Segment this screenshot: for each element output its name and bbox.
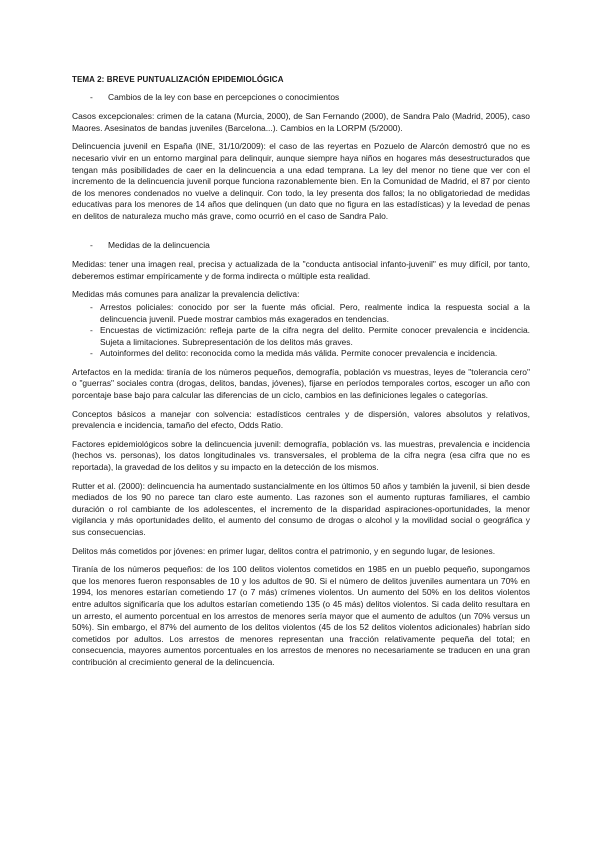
list-item-text: Arrestos policiales: conocido por ser la fuente más oficial. Pero, realmente indica la respuesta social a la delincuencia juvenil. Puede mostrar cambios más exagerados en tendencias. <box>100 301 530 324</box>
paragraph-basic-concepts: Conceptos básicos a manejar con solvencia: estadísticos centrales y de dispersión, valores absolutos y relativos, prevalencia e incidencia, tamaño del efecto, Odds Ratio. <box>72 408 530 431</box>
dash-bullet: - <box>90 239 93 250</box>
paragraph-exceptional-cases: Casos excepcionales: crimen de la catana (Murcia, 2000), de San Fernando (2000), de Sandra Palo (Madrid, 2005), caso Maores. Asesinatos de bandas juveniles (Barcelona...). Cambios en la LORPM (5/2000). <box>72 111 530 133</box>
list-item-text: Autoinformes del delito: reconocida como la medida más válida. Permite conocer prevalencia e incidencia. <box>100 348 498 359</box>
list-item <box>72 348 530 360</box>
dash-bullet: - <box>90 91 93 102</box>
measures-list <box>72 302 530 360</box>
dash-bullet: - <box>90 325 93 336</box>
list-item-text: Encuestas de victimización: refleja parte de la cifra negra del delito. Permite conocer prevalencia e incidencia. Sujeta a limitaciones. Subrepresentación de los delitos más graves. <box>100 325 530 347</box>
paragraph-juvenile-delinquency-spain: Delincuencia juvenil en España (INE, 31/10/2009): el caso de las reyertas en Pozuelo de Alarcón demostró que no es necesario vivir en un entorno marginal para delinquir, aunque siempre haya niños en hogares más desestructurados que tengan más posibilidades de caer en la delincuencia a una edad temprana. La ley del menor no tiene que ver con el incremento de la delincuencia juvenil porque funciona razonablemente bien. En la Comunidad de Madrid, el 87 por ciento de los menores condenados no vuelve a delinquir. Con todo, la ley presenta dos fallos; la no obligatoriedad de medidas educativas para los menores de 14 años que delinquen (un dato que no figura en las estadísticas) y la levedad de penas en delitos de naturaleza mucho más grave, como ocurrió en el caso de Sandra Palo. <box>72 141 530 221</box>
list-item <box>72 325 530 348</box>
paragraph-small-numbers-tyranny: Tiranía de los números pequeños: de los 100 delitos violentos cometidos en 1985 en un pueblo pequeño, supongamos que los menores fueron responsables de 10 y los adultos de 90. Si el número de delitos juveniles aumentara un 70% en 1994, los menores estarían cometiendo 17 (o 7 más) crímenes violentos. Un aumento del 50% en los delitos violentos entre adultos significaría que los adultos estarían cometiendo 135 (o 45 más) delitos violentos. Si cada delito resultara en un arresto, el aumento porcentual en los arrestos de menores sería mayor que el aumento de adultos (un 70% versus un 50%). Sin embargo, el 87% del aumento de los delitos violentos (45 de los 52 delitos violentos adicionales) habrían sido cometidos por adultos. Los arrestos de menores representan una fracción relativamente pequeña del total; en consecuencia, mayores aumentos porcentuales en los arrestos de menores no necesariamente se traducen en una gran contribución al crecimiento general de la delincuencia. <box>72 564 530 667</box>
paragraph-measurement-artifacts: Artefactos en la medida: tiranía de los números pequeños, demografía, población vs muestras, leyes de "tolerancia cero" o "guerras" sociales contra (drogas, delitos, bandas, jóvenes), fijarse en períodos temporales cortos, escoger un año con porcentaje base bajo para calcular las diferencias de un ciclo, cambios en las definiciones legales o categorías. <box>72 366 530 401</box>
section-heading-law-changes <box>72 92 530 104</box>
section-heading-text: Medidas de la delincuencia <box>108 239 210 250</box>
paragraph-common-offenses: Delitos más cometidos por jóvenes: en primer lugar, delitos contra el patrimonio, y en segundo lugar, de lesiones. <box>72 545 496 556</box>
paragraph-common-measures: Medidas más comunes para analizar la prevalencia delictiva: <box>72 289 300 300</box>
dash-bullet: - <box>90 301 93 312</box>
paragraph-rutter-2000: Rutter et al. (2000): delincuencia ha aumentado sustancialmente en los últimos 50 años y también la juvenil, si bien desde mediados de los 90 no parece tan claro este aumento. Las razones son el aumento rupturas familiares, el cambio duración o rol cambiante de los adolescentes, el incremento de la disparidad aspiraciones-oportunidades, la menor vigilancia y más oportunidades delito, el aumento del consumo de drogas o alcohol y la movilidad social o geográfica y sus consecuencias. <box>72 480 530 537</box>
list-item <box>72 302 530 325</box>
section-heading-measures <box>72 240 530 252</box>
paragraph-measures: Medidas: tener una imagen real, precisa y actualizada de la "conducta antisocial infanto-juvenil" es muy difícil, por tanto, deberemos estimar empíricamente y de forma indirecta o múltiple esta realidad. <box>72 259 530 281</box>
paragraph-epidemiological-factors: Factores epidemiológicos sobre la delincuencia juvenil: demografía, población vs. las muestras, prevalencia e incidencia (hechos vs. personas), los datos longitudinales vs. transversales, el problema de la cifra negra (esa cifra que no es reportada), la gravedad de los delitos y su impacto en la detección de los mismos. <box>72 438 530 473</box>
document-title: TEMA 2: BREVE PUNTUALIZACIÓN EPIDEMIOLÓGICA <box>72 75 284 84</box>
dash-bullet: - <box>90 348 93 359</box>
section-heading-text: Cambios de la ley con base en percepciones o conocimientos <box>108 91 340 102</box>
